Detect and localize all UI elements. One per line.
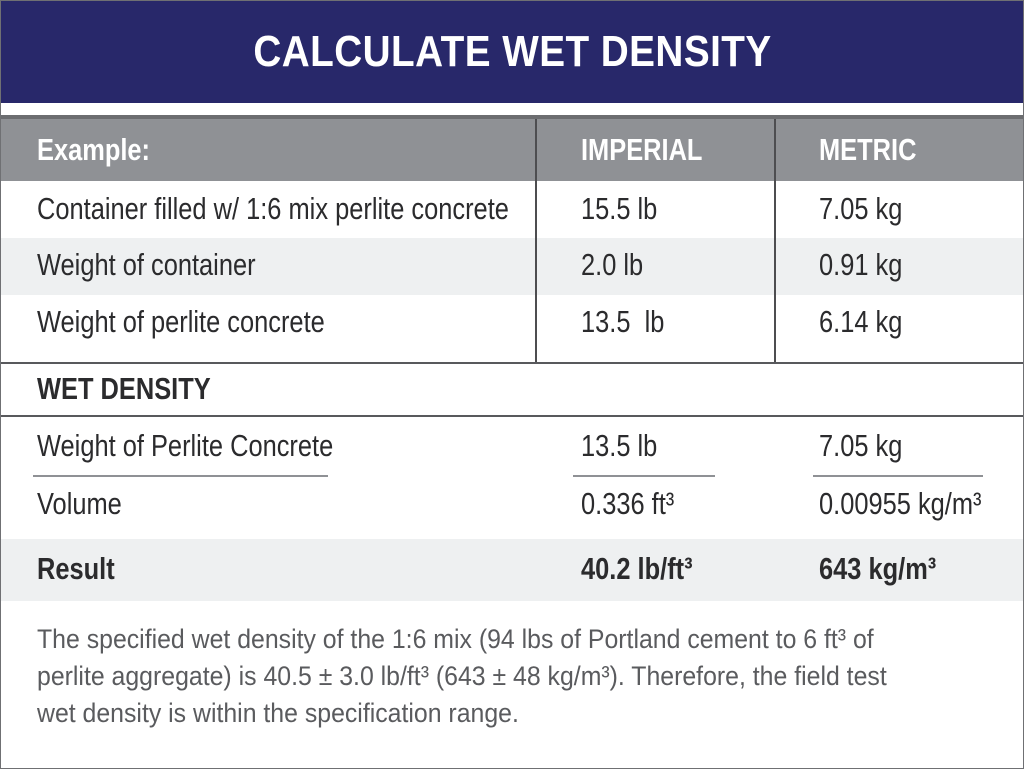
title-bar [1, 1, 1023, 103]
section-divider [1, 415, 1023, 417]
row-label: Container filled w/ 1:6 mix perlite concrete [37, 191, 509, 226]
section-divider [1, 362, 1023, 364]
numerator-metric: 7.05 kg [819, 428, 903, 463]
row-imperial: 15.5 lb [581, 191, 658, 226]
column-divider [774, 119, 776, 363]
row-metric: 7.05 kg [819, 191, 903, 226]
numerator-imperial: 13.5 lb [581, 428, 658, 463]
header-example: Example: [37, 132, 151, 167]
specification-note: The specified wet density of the 1:6 mix (94 lbs of Portland cement to 6 ft³ of perlite aggregate) is 40.5 ± 3.0 lb/ft³ (643 ± 48 kg/m³). Therefore, the field test wet density is within the specification range. [37, 624, 887, 728]
fraction-line [33, 475, 328, 477]
fraction-line [573, 475, 715, 477]
header-imperial: IMPERIAL [581, 132, 703, 167]
header-metric: METRIC [819, 132, 917, 167]
denominator-metric: 0.00955 kg/m³ [819, 486, 982, 521]
result-imperial: 40.2 lb/ft³ [581, 551, 693, 586]
row-metric: 0.91 kg [819, 247, 903, 282]
wet-density-heading: WET DENSITY [37, 371, 211, 406]
denominator-label: Volume [37, 486, 122, 521]
row-imperial: 13.5 lb [581, 304, 665, 339]
numerator-label: Weight of Perlite Concrete [37, 428, 334, 463]
result-metric: 643 kg/m³ [819, 551, 937, 586]
page-title: CALCULATE WET DENSITY [252, 27, 772, 76]
row-metric: 6.14 kg [819, 304, 903, 339]
row-label: Weight of container [37, 247, 256, 282]
column-divider [535, 119, 537, 363]
row-label: Weight of perlite concrete [37, 304, 325, 339]
denominator-imperial: 0.336 ft³ [581, 486, 675, 521]
row-imperial: 2.0 lb [581, 247, 644, 282]
fraction-line [813, 475, 983, 477]
result-label: Result [37, 551, 115, 586]
